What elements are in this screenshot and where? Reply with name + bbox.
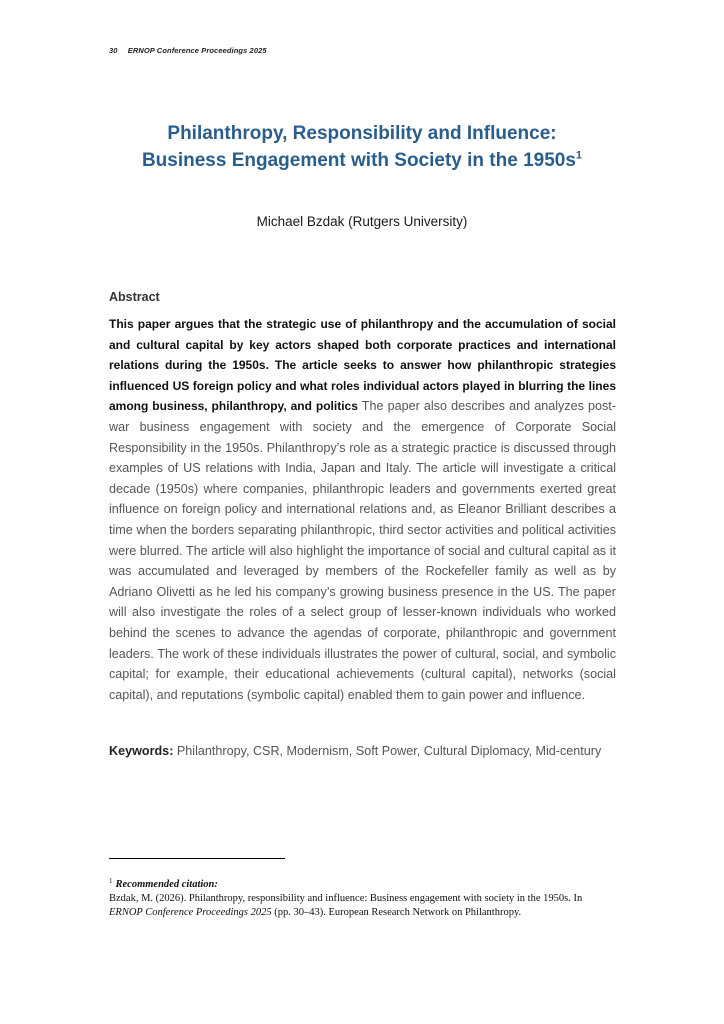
abstract-heading: Abstract xyxy=(109,290,160,304)
page-number: 30 xyxy=(109,46,118,55)
author-line: Michael Bzdak (Rutgers University) xyxy=(256,214,468,229)
footnote-marker: 1 xyxy=(109,876,113,885)
title-line-1: Philanthropy, Responsibility and Influence: xyxy=(167,123,557,144)
citation-italic: ERNOP Conference Proceedings 2025 xyxy=(109,907,272,918)
abstract-text: The paper also describes and analyzes post-war business engagement with society and the emergence of Corporate Social Responsibility in the 1950s. Philanthropy’s role as a strategic practice is discussed through examples of US relations with India, Japan and Italy. The article will investigate a critical decade (1950s) where companies, philanthropic leaders and governments exerted great influence on foreign policy and international relations and, as Eleanor Brilliant describes a time when the borders separating philanthropic, third sector activities and political activities were blurred. The article will also highlight the importance of social and cultural capital as it was accumulated and leveraged by members of the Rockefeller family as well as by Adriano Olivetti as he led his company’s growing business presence in the US. The paper will also investigate the roles of a select group of lesser-known individuals who worked behind the scenes to advance the agendas of corporate, philanthropic and government leaders. The work of these individuals illustrates the power of cultural, social, and symbolic capital; for example, their educational achievements (cultural capital), networks (social capital), and reputations (symbolic capital) enabled them to gain power and influence. xyxy=(109,399,616,702)
keywords-label: Keywords: xyxy=(109,744,174,758)
footnote-heading xyxy=(109,878,616,892)
footnote-label: Recommended citation: xyxy=(115,879,218,890)
citation-part-2: (pp. 30–43). European Research Network on Philanthropy. xyxy=(271,907,522,918)
running-header xyxy=(109,46,267,55)
keywords-text: Philanthropy, CSR, Modernism, Soft Power, Cultural Diplomacy, Mid-century xyxy=(173,744,602,758)
footnote xyxy=(109,878,616,920)
paper-title xyxy=(60,120,664,174)
abstract-body xyxy=(109,314,616,705)
title-line-2-text: Business Engagement with Society in the 1950s xyxy=(141,150,576,171)
title-line-2 xyxy=(60,147,664,174)
keywords xyxy=(109,741,616,762)
citation-part-1: Bzdak, M. (2026). Philanthropy, responsibility and influence: Business engagement with society in the 1950s. In xyxy=(109,893,583,904)
abstract-lead: This paper argues that the strategic use of philanthropy and the accumulation of social and cultural capital by key actors shaped both corporate practices and international relations during the 1950s. The article seeks to answer how philanthropic strategies influenced US foreign policy and what roles individual actors played in blurring the lines among business, philanthropy, and politics xyxy=(109,317,616,414)
running-title: ERNOP Conference Proceedings 2025 xyxy=(127,46,267,55)
citation-text xyxy=(109,892,616,920)
footnote-divider xyxy=(109,858,285,859)
title-footnote-marker[interactable]: 1 xyxy=(575,149,583,162)
